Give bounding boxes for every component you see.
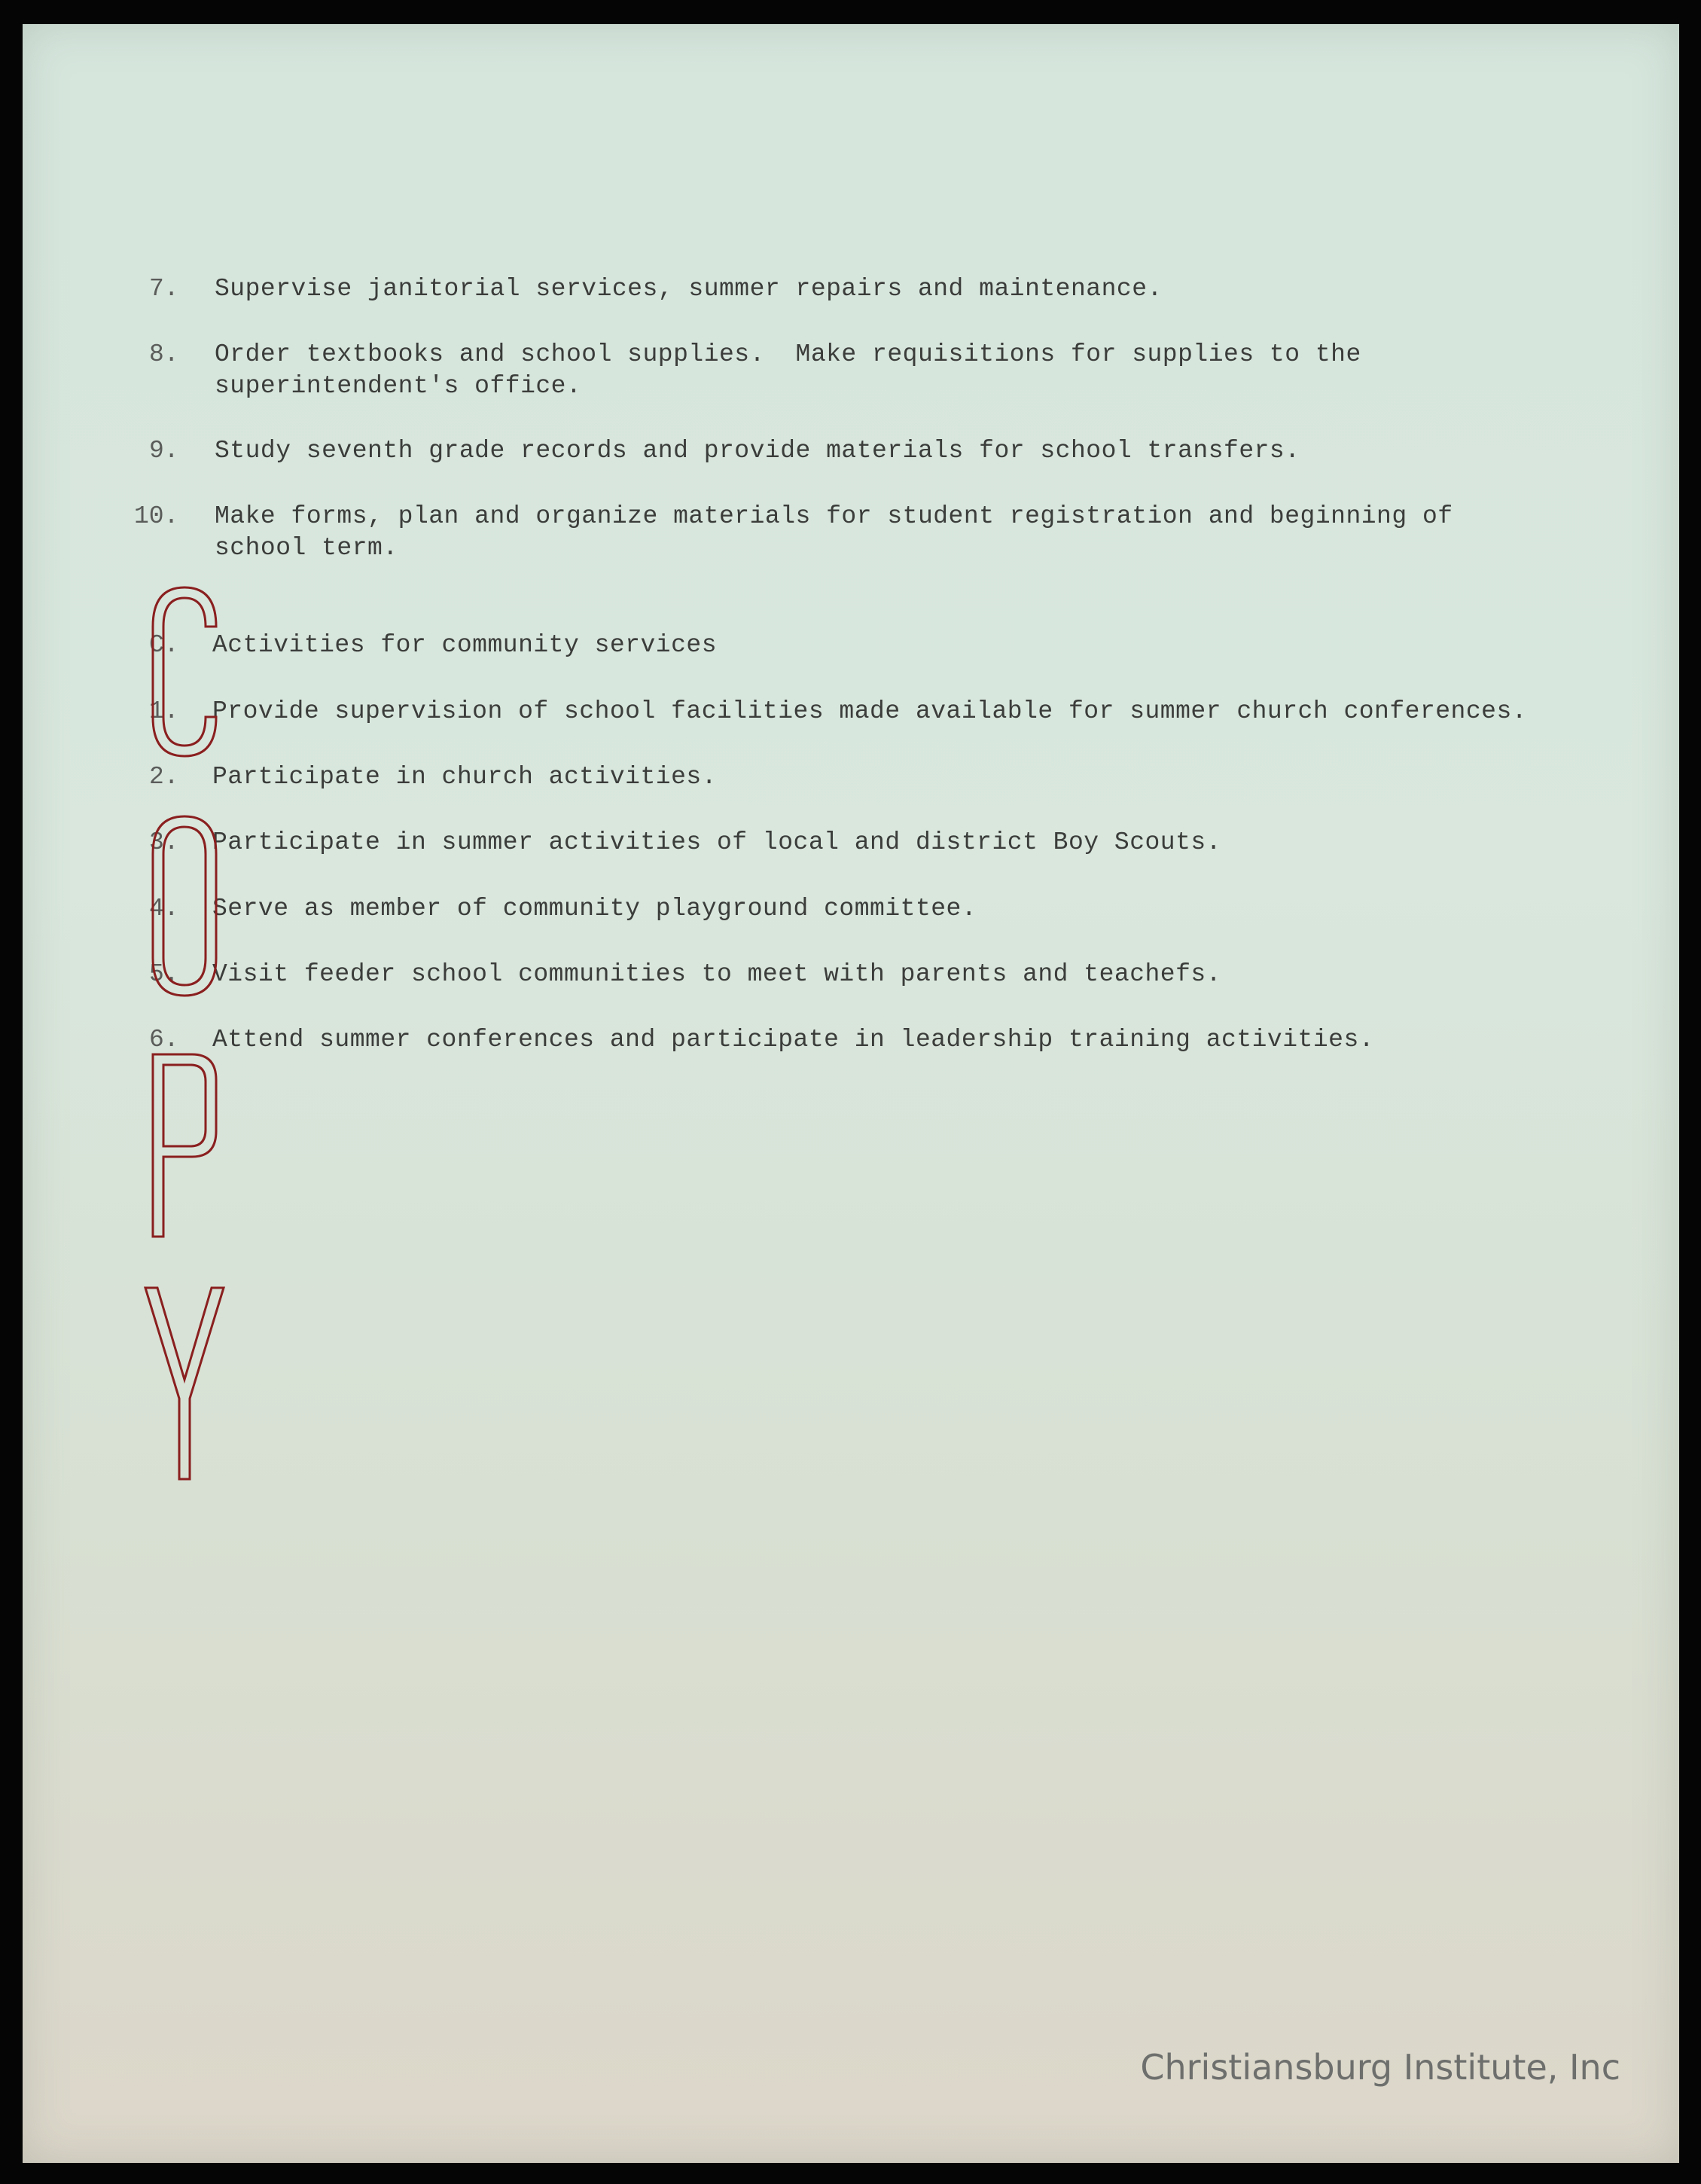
item-number: 1. [149,697,179,725]
item-text: Attend summer conferences and participate in leadership training activities. [212,1026,1375,1054]
stamp-letter-p [153,1054,216,1237]
item-text: Provide supervision of school facilities made available for summer church conferences. [212,697,1528,725]
item-text: Order textbooks and school supplies. Make requisitions for supplies to the [215,340,1361,368]
item-number: 4. [149,895,179,923]
item-text: Study seventh grade records and provide materials for school transfers. [215,437,1300,465]
item-number: 9. [149,437,179,465]
item-text: Participate in summer activities of local and district Boy Scouts. [212,828,1222,856]
item-number: 10. [134,502,179,530]
item-number: 2. [149,763,179,791]
item-number: 5. [149,960,179,988]
section-letter: C. [149,631,179,659]
item-text-continued: superintendent's office. [215,372,582,400]
item-text: Visit feeder school communities to meet with parents and teachefs. [212,960,1222,988]
item-text: Supervise janitorial services, summer repairs and maintenance. [215,275,1163,303]
stamp-letter-y [145,1288,224,1479]
item-text: Make forms, plan and organize materials for student registration and beginning of [215,502,1453,530]
section-heading: Activities for community services [212,631,718,659]
item-number: 3. [149,828,179,856]
stamp-letter-c [153,587,216,756]
copy-stamp [132,581,237,1485]
item-text: Serve as member of community playground committee. [212,895,977,923]
archive-watermark: Christiansburg Institute, Inc [1140,2047,1620,2088]
item-number: 8. [149,340,179,368]
item-text-continued: school term. [215,534,398,562]
item-text: Participate in church activities. [212,763,718,791]
item-number: 6. [149,1026,179,1054]
document-page [23,24,1679,2163]
stamp-letter-o [153,816,216,996]
item-number: 7. [149,275,179,303]
